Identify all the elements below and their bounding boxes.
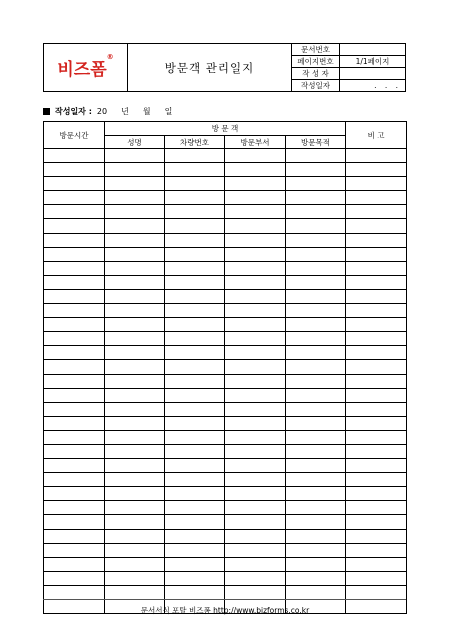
table-cell[interactable] <box>225 388 286 402</box>
table-row <box>44 416 407 430</box>
table-cell[interactable] <box>105 571 165 585</box>
table-cell[interactable] <box>165 163 225 177</box>
table-cell[interactable] <box>44 529 105 543</box>
table-cell[interactable] <box>225 318 286 332</box>
col-header-purpose: 방문목적 <box>286 136 346 149</box>
table-cell[interactable] <box>165 318 225 332</box>
table-cell[interactable] <box>44 388 105 402</box>
table-row <box>44 247 407 261</box>
table-cell[interactable] <box>165 515 225 529</box>
meta-value-page-no: 1/1페이지 <box>340 56 405 68</box>
table-cell[interactable] <box>44 346 105 360</box>
table-cell[interactable] <box>105 360 165 374</box>
table-cell[interactable] <box>286 473 346 487</box>
table-row <box>44 275 407 289</box>
table-cell[interactable] <box>225 233 286 247</box>
table-row <box>44 289 407 303</box>
table-cell[interactable] <box>105 388 165 402</box>
table-cell[interactable] <box>346 177 407 191</box>
table-cell[interactable] <box>346 318 407 332</box>
table-cell[interactable] <box>225 543 286 557</box>
table-cell[interactable] <box>165 543 225 557</box>
table-cell[interactable] <box>346 515 407 529</box>
table-cell[interactable] <box>165 529 225 543</box>
table-cell[interactable] <box>105 247 165 261</box>
table-cell[interactable] <box>165 219 225 233</box>
table-cell[interactable] <box>44 444 105 458</box>
table-row <box>44 402 407 416</box>
meta-value-doc-no[interactable] <box>340 44 405 56</box>
table-cell[interactable] <box>225 571 286 585</box>
table-cell[interactable] <box>346 149 407 163</box>
table-cell[interactable] <box>44 374 105 388</box>
table-row <box>44 177 407 191</box>
table-cell[interactable] <box>225 501 286 515</box>
table-cell[interactable] <box>165 304 225 318</box>
table-cell[interactable] <box>225 332 286 346</box>
table-cell[interactable] <box>44 501 105 515</box>
table-cell[interactable] <box>346 304 407 318</box>
table-cell[interactable] <box>165 416 225 430</box>
table-cell[interactable] <box>286 304 346 318</box>
table-cell[interactable] <box>225 487 286 501</box>
table-cell[interactable] <box>44 247 105 261</box>
form-header <box>43 43 406 92</box>
date-line <box>43 106 172 117</box>
table-row <box>44 501 407 515</box>
table-cell[interactable] <box>225 205 286 219</box>
table-cell[interactable] <box>165 473 225 487</box>
table-cell[interactable] <box>165 346 225 360</box>
table-cell[interactable] <box>225 430 286 444</box>
table-cell[interactable] <box>165 402 225 416</box>
table-row <box>44 149 407 163</box>
table-cell[interactable] <box>286 346 346 360</box>
registered-mark: ® <box>106 53 114 61</box>
table-cell[interactable] <box>346 332 407 346</box>
table-cell[interactable] <box>225 191 286 205</box>
table-row <box>44 515 407 529</box>
table-cell[interactable] <box>286 444 346 458</box>
meta-value-author[interactable] <box>340 68 405 80</box>
table-cell[interactable] <box>44 473 105 487</box>
table-cell[interactable] <box>286 318 346 332</box>
day-unit: 일 <box>164 107 173 116</box>
table-cell[interactable] <box>105 149 165 163</box>
table-cell[interactable] <box>105 487 165 501</box>
meta-label-doc-no: 문서번호 <box>292 44 340 56</box>
col-header-dept: 방문부서 <box>225 136 286 149</box>
table-cell[interactable] <box>225 247 286 261</box>
date-label: 작성일자 : <box>55 107 92 116</box>
table-cell[interactable] <box>346 233 407 247</box>
table-cell[interactable] <box>105 374 165 388</box>
table-cell[interactable] <box>286 459 346 473</box>
table-cell[interactable] <box>286 247 346 261</box>
table-cell[interactable] <box>105 205 165 219</box>
table-cell[interactable] <box>105 304 165 318</box>
table-row <box>44 205 407 219</box>
table-row <box>44 346 407 360</box>
table-row <box>44 543 407 557</box>
table-cell[interactable] <box>346 557 407 571</box>
table-cell[interactable] <box>225 459 286 473</box>
table-cell[interactable] <box>346 247 407 261</box>
table-cell[interactable] <box>286 360 346 374</box>
table-cell[interactable] <box>346 191 407 205</box>
table-cell[interactable] <box>44 402 105 416</box>
table-cell[interactable] <box>165 360 225 374</box>
table-cell[interactable] <box>165 247 225 261</box>
table-cell[interactable] <box>105 261 165 275</box>
footer-text: 문서서식 포탈 비즈폼 http://www.bizforms.co.kr <box>140 606 310 615</box>
table-cell[interactable] <box>165 205 225 219</box>
table-row <box>44 473 407 487</box>
col-header-remark: 비 고 <box>346 122 407 149</box>
table-cell[interactable] <box>44 487 105 501</box>
table-row <box>44 233 407 247</box>
table-cell[interactable] <box>346 275 407 289</box>
table-cell[interactable] <box>225 177 286 191</box>
table-cell[interactable] <box>165 374 225 388</box>
table-cell[interactable] <box>225 402 286 416</box>
table-cell[interactable] <box>105 529 165 543</box>
table-cell[interactable] <box>165 233 225 247</box>
square-bullet-icon <box>43 108 50 115</box>
table-cell[interactable] <box>346 402 407 416</box>
table-cell[interactable] <box>286 149 346 163</box>
table-cell[interactable] <box>225 261 286 275</box>
table-cell[interactable] <box>44 163 105 177</box>
table-cell[interactable] <box>105 275 165 289</box>
year-prefix: 20 <box>96 107 108 116</box>
table-cell[interactable] <box>105 318 165 332</box>
table-cell[interactable] <box>165 177 225 191</box>
table-cell[interactable] <box>165 430 225 444</box>
table-cell[interactable] <box>286 557 346 571</box>
table-cell[interactable] <box>105 515 165 529</box>
table-cell[interactable] <box>225 585 286 599</box>
table-cell[interactable] <box>225 473 286 487</box>
visitor-log-table <box>43 121 407 614</box>
table-cell[interactable] <box>105 163 165 177</box>
table-cell[interactable] <box>44 459 105 473</box>
table-row <box>44 585 407 599</box>
table-cell[interactable] <box>44 205 105 219</box>
table-cell[interactable] <box>165 149 225 163</box>
table-cell[interactable] <box>346 430 407 444</box>
table-cell[interactable] <box>44 289 105 303</box>
table-cell[interactable] <box>165 332 225 346</box>
table-cell[interactable] <box>286 430 346 444</box>
table-cell[interactable] <box>105 177 165 191</box>
col-header-car: 차량번호 <box>165 136 225 149</box>
table-cell[interactable] <box>346 205 407 219</box>
table-row <box>44 487 407 501</box>
table-cell[interactable] <box>165 459 225 473</box>
table-cell[interactable] <box>346 585 407 599</box>
table-cell[interactable] <box>225 346 286 360</box>
logo-text: 비즈폼 <box>57 60 107 80</box>
table-row <box>44 261 407 275</box>
table-cell[interactable] <box>44 515 105 529</box>
table-cell[interactable] <box>44 332 105 346</box>
table-cell[interactable] <box>225 275 286 289</box>
table-cell[interactable] <box>286 289 346 303</box>
table-cell[interactable] <box>165 261 225 275</box>
log-body <box>44 149 407 614</box>
table-cell[interactable] <box>286 163 346 177</box>
table-cell[interactable] <box>286 261 346 275</box>
table-row <box>44 529 407 543</box>
table-cell[interactable] <box>225 304 286 318</box>
table-cell[interactable] <box>44 571 105 585</box>
table-cell[interactable] <box>346 261 407 275</box>
table-cell[interactable] <box>346 459 407 473</box>
table-cell[interactable] <box>286 275 346 289</box>
table-cell[interactable] <box>105 332 165 346</box>
table-cell[interactable] <box>286 585 346 599</box>
table-cell[interactable] <box>346 487 407 501</box>
table-cell[interactable] <box>225 163 286 177</box>
meta-label-date: 작성일자 <box>292 80 340 91</box>
table-cell[interactable] <box>346 473 407 487</box>
table-cell[interactable] <box>225 360 286 374</box>
table-cell[interactable] <box>165 571 225 585</box>
table-cell[interactable] <box>346 360 407 374</box>
table-cell[interactable] <box>105 233 165 247</box>
table-row <box>44 318 407 332</box>
table-cell[interactable] <box>286 332 346 346</box>
table-cell[interactable] <box>105 459 165 473</box>
table-cell[interactable] <box>105 289 165 303</box>
table-row <box>44 557 407 571</box>
table-cell[interactable] <box>346 388 407 402</box>
table-row <box>44 332 407 346</box>
table-cell[interactable] <box>286 219 346 233</box>
col-header-time: 방문시간 <box>44 122 105 149</box>
table-cell[interactable] <box>105 402 165 416</box>
table-cell[interactable] <box>286 416 346 430</box>
table-cell[interactable] <box>105 543 165 557</box>
document-title: 방문객 관리일지 <box>128 44 292 91</box>
table-cell[interactable] <box>225 219 286 233</box>
col-header-name: 성명 <box>105 136 165 149</box>
table-cell[interactable] <box>105 473 165 487</box>
table-cell[interactable] <box>286 571 346 585</box>
table-cell[interactable] <box>225 289 286 303</box>
table-cell[interactable] <box>165 275 225 289</box>
table-cell[interactable] <box>286 402 346 416</box>
table-cell[interactable] <box>346 501 407 515</box>
meta-value-date[interactable]: . . . <box>374 81 401 90</box>
table-cell[interactable] <box>44 585 105 599</box>
table-cell[interactable] <box>44 219 105 233</box>
table-cell[interactable] <box>286 191 346 205</box>
table-cell[interactable] <box>346 219 407 233</box>
table-cell[interactable] <box>44 304 105 318</box>
table-cell[interactable] <box>44 149 105 163</box>
table-cell[interactable] <box>286 543 346 557</box>
table-cell[interactable] <box>286 177 346 191</box>
table-cell[interactable] <box>165 501 225 515</box>
table-cell[interactable] <box>165 487 225 501</box>
logo-cell <box>44 44 128 91</box>
table-cell[interactable] <box>225 149 286 163</box>
table-cell[interactable] <box>105 557 165 571</box>
table-row <box>44 360 407 374</box>
table-cell[interactable] <box>44 318 105 332</box>
table-cell[interactable] <box>286 374 346 388</box>
bizforms-logo <box>57 55 113 80</box>
table-row <box>44 388 407 402</box>
table-cell[interactable] <box>346 543 407 557</box>
table-cell[interactable] <box>44 177 105 191</box>
table-cell[interactable] <box>286 388 346 402</box>
table-cell[interactable] <box>105 416 165 430</box>
table-cell[interactable] <box>105 346 165 360</box>
table-cell[interactable] <box>346 163 407 177</box>
table-cell[interactable] <box>225 416 286 430</box>
table-cell[interactable] <box>165 191 225 205</box>
table-cell[interactable] <box>286 487 346 501</box>
table-cell[interactable] <box>105 501 165 515</box>
table-cell[interactable] <box>225 374 286 388</box>
table-row <box>44 430 407 444</box>
table-row <box>44 163 407 177</box>
meta-label-author: 작 성 자 <box>292 68 340 80</box>
year-unit: 년 <box>121 107 129 116</box>
table-cell[interactable] <box>225 529 286 543</box>
month-unit: 월 <box>142 107 151 116</box>
table-cell[interactable] <box>105 444 165 458</box>
table-cell[interactable] <box>44 261 105 275</box>
table-cell[interactable] <box>44 543 105 557</box>
table-row <box>44 444 407 458</box>
table-row <box>44 219 407 233</box>
table-row <box>44 374 407 388</box>
table-cell[interactable] <box>44 416 105 430</box>
table-cell[interactable] <box>286 515 346 529</box>
table-cell[interactable] <box>286 529 346 543</box>
table-cell[interactable] <box>44 275 105 289</box>
table-row <box>44 191 407 205</box>
table-cell[interactable] <box>225 557 286 571</box>
table-cell[interactable] <box>44 191 105 205</box>
table-cell[interactable] <box>105 585 165 599</box>
table-cell[interactable] <box>105 430 165 444</box>
table-cell[interactable] <box>346 374 407 388</box>
table-cell[interactable] <box>346 346 407 360</box>
table-cell[interactable] <box>346 444 407 458</box>
table-cell[interactable] <box>105 191 165 205</box>
meta-label-page-no: 페이지번호 <box>292 56 340 68</box>
table-row <box>44 304 407 318</box>
table-cell[interactable] <box>105 219 165 233</box>
table-cell[interactable] <box>346 289 407 303</box>
table-cell[interactable] <box>346 529 407 543</box>
table-cell[interactable] <box>346 416 407 430</box>
table-cell[interactable] <box>165 585 225 599</box>
table-cell[interactable] <box>165 388 225 402</box>
table-cell[interactable] <box>165 444 225 458</box>
table-cell[interactable] <box>44 430 105 444</box>
meta-table <box>292 44 405 91</box>
table-cell[interactable] <box>286 501 346 515</box>
table-row <box>44 459 407 473</box>
table-cell[interactable] <box>346 571 407 585</box>
table-cell[interactable] <box>225 515 286 529</box>
footer-rule <box>43 599 406 600</box>
table-cell[interactable] <box>225 444 286 458</box>
table-cell[interactable] <box>286 205 346 219</box>
table-cell[interactable] <box>44 360 105 374</box>
table-cell[interactable] <box>44 557 105 571</box>
table-cell[interactable] <box>165 557 225 571</box>
table-cell[interactable] <box>286 233 346 247</box>
table-cell[interactable] <box>165 289 225 303</box>
col-group-visitor: 방 문 객 <box>105 122 346 136</box>
table-row <box>44 571 407 585</box>
table-cell[interactable] <box>44 233 105 247</box>
